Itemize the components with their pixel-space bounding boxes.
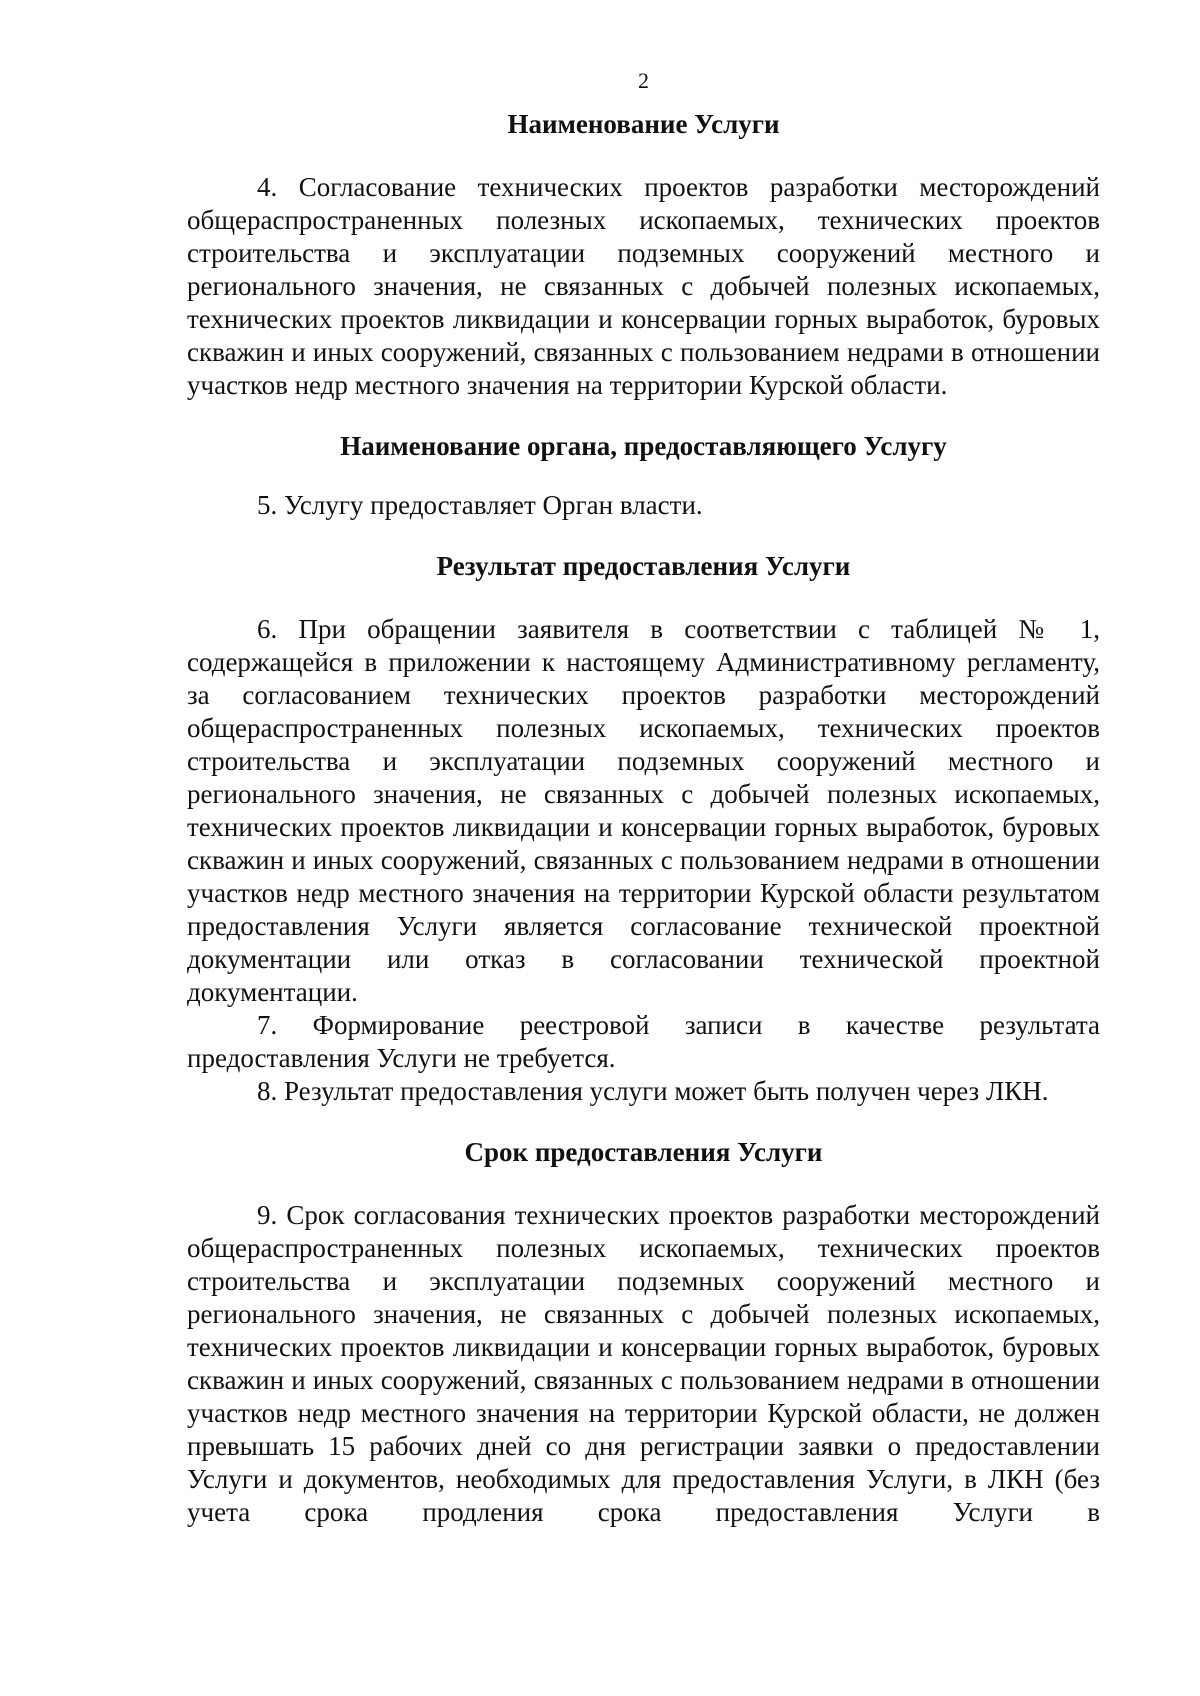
section-provider-name <box>187 430 1100 522</box>
section-result <box>187 550 1100 1108</box>
paragraph-5: 5. Услугу предоставляет Орган власти. <box>257 490 703 520</box>
paragraph-9: 9. Срок согласования технических проектов разработки месторождений общераспространенных полезных ископаемых, технических проектов строительства и эксплуатации подземных сооружений местного и регионального значения, не связанных с добычей полезных ископаемых, технических проектов ликвидации и консервации горных выработок, буровых скважин и иных сооружений, связанных с пользованием недрами в отношении участков недр местного значения на территории Курской области, не должен превышать 15 рабочих дней со дня регистрации заявки о предоставлении Услуги и документов, необходимых для предоставления Услуги, в ЛКН (без учета срока продления срока предоставления Услуги в <box>187 1200 1100 1527</box>
paragraph-7: 7. Формирование реестровой записи в качестве результата предоставления Услуги не требуется. <box>187 1010 1100 1073</box>
section-heading: Наименование органа, предоставляющего Услугу <box>340 431 947 461</box>
section-heading: Наименование Услуги <box>507 109 780 139</box>
section-heading: Срок предоставления Услуги <box>464 1137 823 1167</box>
paragraph-6: 6. При обращении заявителя в соответствии с таблицей № 1, содержащейся в приложении к настоящему Административному регламенту, за согласованием технических проектов разработки месторождений общераспространенных полезных ископаемых, технических проектов строительства и эксплуатации подземных сооружений местного и регионального значения, не связанных с добычей полезных ископаемых, технических проектов ликвидации и консервации горных выработок, буровых скважин и иных сооружений, связанных с пользованием недрами в отношении участков недр местного значения на территории Курской области результатом предоставления Услуги является согласование технической проектной документации или отказ в согласовании технической проектной документации. <box>187 614 1100 1007</box>
page-number: 2 <box>638 68 649 93</box>
section-heading: Результат предоставления Услуги <box>436 551 851 581</box>
section-service-name <box>187 108 1100 402</box>
paragraph-4: 4. Согласование технических проектов разработки месторождений общераспространенных полезных ископаемых, технических проектов строительства и эксплуатации подземных сооружений местного и регионального значения, не связанных с добычей полезных ископаемых, технических проектов ликвидации и консервации горных выработок, буровых скважин и иных сооружений, связанных с пользованием недрами в отношении участков недр местного значения на территории Курской области. <box>187 172 1100 400</box>
paragraph-8: 8. Результат предоставления услуги может быть получен через ЛКН. <box>257 1076 1049 1106</box>
section-term <box>187 1136 1100 1529</box>
